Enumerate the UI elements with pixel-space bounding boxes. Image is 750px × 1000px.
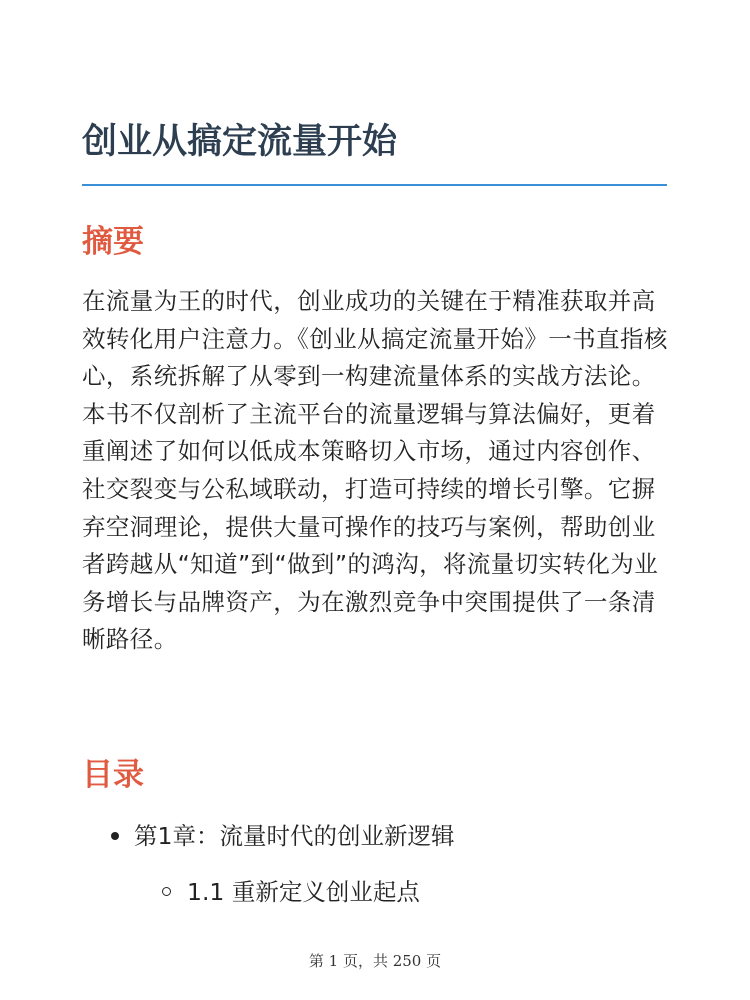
bullet-disc-icon <box>111 832 119 840</box>
title-divider <box>82 184 667 186</box>
bullet-circle-icon <box>162 887 171 896</box>
toc-heading: 目录 <box>82 757 144 793</box>
abstract-body: 在流量为王的时代，创业成功的关键在于精准获取并高效转化用户注意力。《创业从搞定流量开始》一书直指核心，系统拆解了从零到一构建流量体系的实战方法论。本书不仅剖析了主流平台的流量逻辑与算法偏好，更着重阐述了如何以低成本策略切入市场，通过内容创作、社交裂变与公私域联动，打造可持续的增长引擎。它摒弃空洞理论，提供大量可操作的技巧与案例，帮助创业者跨越从“知道”到“做到”的鸿沟，将流量切实转化为业务增长与品牌资产，为在激烈竞争中突围提供了一条清晰路径。 <box>82 287 668 654</box>
toc-item-label: 第1章：流量时代的创业新逻辑 <box>134 822 455 850</box>
page-number: 第 1 页，共 250 页 <box>308 952 442 970</box>
document-title: 创业从搞定流量开始 <box>82 122 398 162</box>
toc-item-chapter-1[interactable] <box>111 820 454 852</box>
toc-item-label: 1.1 重新定义创业起点 <box>187 878 420 906</box>
abstract-heading: 摘要 <box>82 224 144 260</box>
toc-item-section-1-1[interactable] <box>162 876 420 908</box>
